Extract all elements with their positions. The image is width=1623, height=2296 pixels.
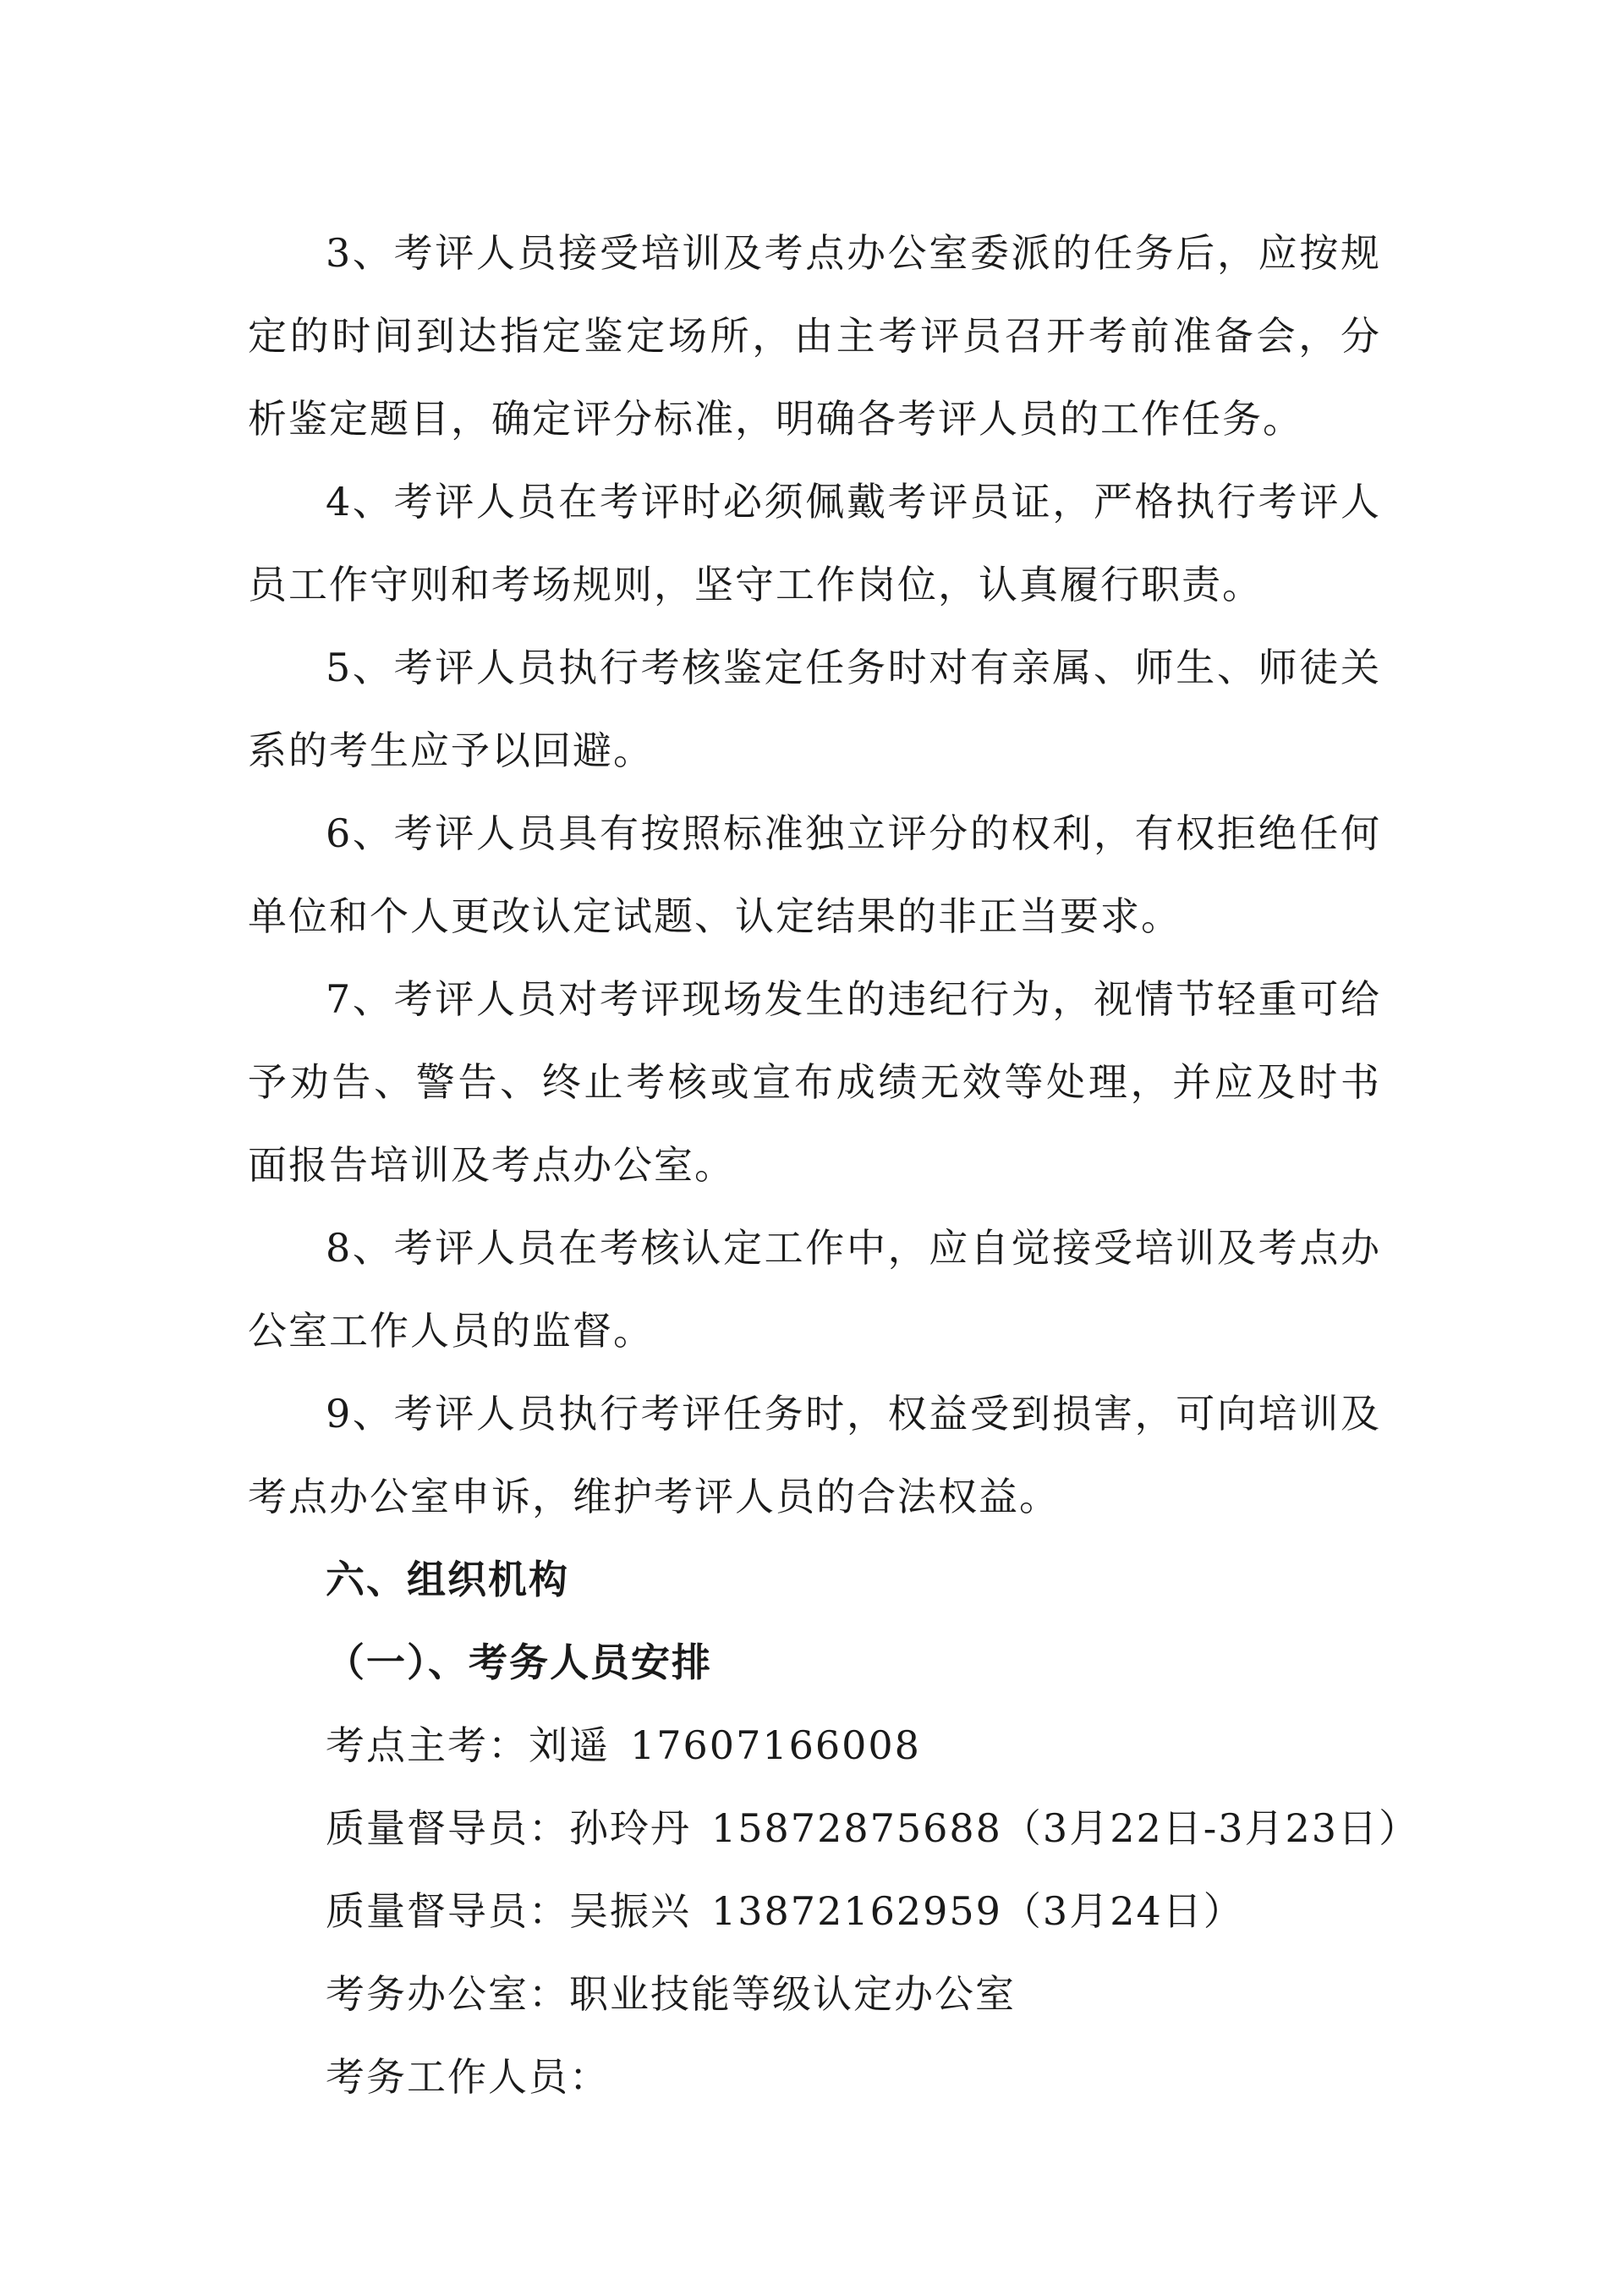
- staff-label: 考点主考：刘遥: [326, 1722, 610, 1768]
- staff-detail: 13872162959（3月24日）: [711, 1888, 1244, 1934]
- staff-label: 质量督导员：吴振兴: [326, 1888, 691, 1934]
- staff-label: 考务工作人员：: [326, 2054, 610, 2100]
- paragraph-item-6: 6、考评人员具有按照标准独立评分的权利，有权拒绝任何单位和个人更改认定试题、认定结果的非正当要求。: [248, 810, 1381, 939]
- paragraph-item-4: 4、考评人员在考评时必须佩戴考评员证，严格执行考评人员工作守则和考场规则，坚守工作岗位，认真履行职责。: [248, 479, 1381, 607]
- paragraph-item-7: 7、考评人员对考评现场发生的违纪行为，视情节轻重可给予劝告、警告、终止考核或宣布成绩无效等处理，并应及时书面报告培训及考点办公室。: [248, 976, 1381, 1188]
- paragraph-item-3: 3、考评人员接受培训及考点办公室委派的任务后，应按规定的时间到达指定鉴定场所，由主考评员召开考前准备会，分析鉴定题目，确定评分标准，明确各考评人员的工作任务。: [248, 230, 1381, 442]
- staff-line-exam-office: [248, 1953, 1381, 2035]
- staff-label: 质量督导员：孙玲丹: [326, 1805, 691, 1851]
- staff-line-quality-supervisor-1: [248, 1787, 1420, 1870]
- subsection-heading: （一）、考务人员安排: [326, 1640, 712, 1685]
- section-heading: 六、组织机构: [326, 1557, 569, 1602]
- paragraph-item-8: 8、考评人员在考核认定工作中，应自觉接受培训及考点办公室工作人员的监督。: [248, 1225, 1381, 1354]
- staff-line-quality-supervisor-2: [248, 1870, 1381, 1953]
- staff-line-exam-staff: [248, 2035, 1381, 2118]
- staff-line-chief-examiner: [248, 1704, 1381, 1787]
- staff-detail: 17607166008: [630, 1722, 921, 1768]
- staff-label: 考务办公室：职业技能等级认定办公室: [326, 1971, 1016, 2017]
- paragraph-item-9: 9、考评人员执行考评任务时，权益受到损害，可向培训及考点办公室申诉，维护考评人员的合法权益。: [248, 1391, 1381, 1519]
- paragraph-item-5: 5、考评人员执行考核鉴定任务时对有亲属、师生、师徒关系的考生应予以回避。: [248, 645, 1381, 773]
- staff-detail: 15872875688（3月22日-3月23日）: [711, 1805, 1420, 1851]
- document-body: [248, 211, 1420, 2118]
